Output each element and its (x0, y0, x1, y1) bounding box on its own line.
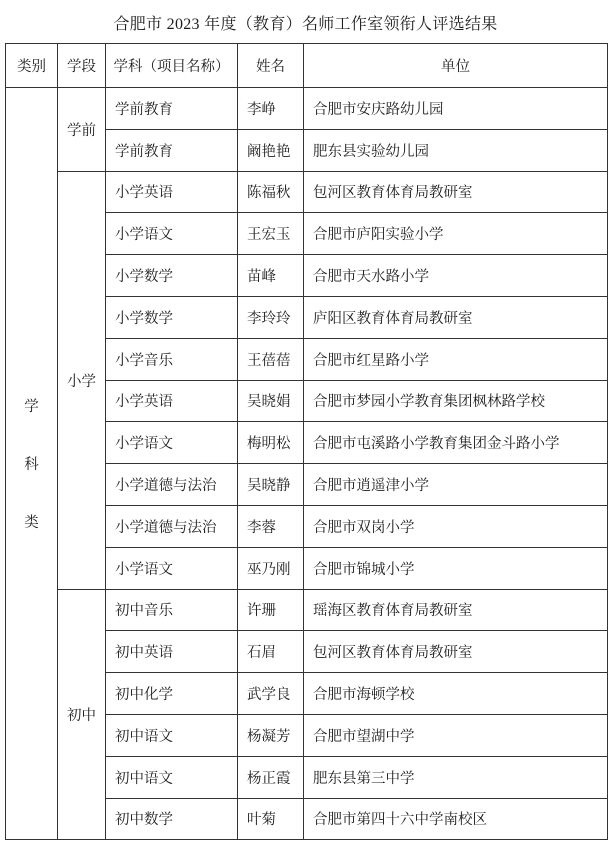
subject-cell: 小学英语 (106, 380, 238, 422)
subject-cell: 小学道德与法治 (106, 464, 238, 506)
header-cell-stage: 学段 (58, 44, 106, 88)
subject-cell: 初中化学 (106, 673, 238, 715)
header-row (6, 44, 608, 88)
subject-cell: 小学英语 (106, 171, 238, 213)
table-row (6, 171, 608, 213)
subject-cell: 小学道德与法治 (106, 505, 238, 547)
stage-cell: 学前 (58, 88, 106, 172)
name-cell: 阚艳艳 (238, 129, 304, 171)
results-table-header (6, 44, 608, 88)
name-cell: 李玲玲 (238, 296, 304, 338)
name-cell: 陈福秋 (238, 171, 304, 213)
unit-cell: 合肥市天水路小学 (304, 255, 608, 297)
stage-cell: 小学 (58, 171, 106, 589)
name-cell: 叶菊 (238, 798, 304, 840)
category-vertical-label: 学 科 类 (24, 399, 39, 532)
unit-cell: 合肥市锦城小学 (304, 547, 608, 589)
unit-cell: 合肥市庐阳实验小学 (304, 213, 608, 255)
unit-cell: 合肥市梦园小学教育集团枫林路学校 (304, 380, 608, 422)
unit-cell: 合肥市第四十六中学南校区 (304, 798, 608, 840)
subject-cell: 小学语文 (106, 213, 238, 255)
unit-cell: 庐阳区教育体育局教研室 (304, 296, 608, 338)
name-cell: 梅明松 (238, 422, 304, 464)
header-cell-name: 姓名 (238, 44, 304, 88)
name-cell: 石眉 (238, 631, 304, 673)
name-cell: 杨正霞 (238, 756, 304, 798)
subject-cell: 初中英语 (106, 631, 238, 673)
results-table-body (6, 88, 608, 840)
unit-cell: 包河区教育体育局教研室 (304, 171, 608, 213)
name-cell: 王蓓蓓 (238, 338, 304, 380)
unit-cell: 合肥市屯溪路小学教育集团金斗路小学 (304, 422, 608, 464)
name-cell: 王宏玉 (238, 213, 304, 255)
subject-cell: 初中语文 (106, 756, 238, 798)
subject-cell: 小学语文 (106, 547, 238, 589)
name-cell: 李蓉 (238, 505, 304, 547)
unit-cell: 肥东县第三中学 (304, 756, 608, 798)
category-cell (6, 88, 58, 840)
unit-cell: 合肥市逍遥津小学 (304, 464, 608, 506)
header-cell-subject: 学科（项目名称） (106, 44, 238, 88)
unit-cell: 包河区教育体育局教研室 (304, 631, 608, 673)
unit-cell: 肥东县实验幼儿园 (304, 129, 608, 171)
subject-cell: 学前教育 (106, 129, 238, 171)
subject-cell: 小学数学 (106, 255, 238, 297)
name-cell: 吴晓静 (238, 464, 304, 506)
unit-cell: 合肥市海顿学校 (304, 673, 608, 715)
name-cell: 许珊 (238, 589, 304, 631)
name-cell: 杨凝芳 (238, 714, 304, 756)
subject-cell: 小学数学 (106, 296, 238, 338)
unit-cell: 合肥市双岗小学 (304, 505, 608, 547)
name-cell: 巫乃刚 (238, 547, 304, 589)
header-cell-unit: 单位 (304, 44, 608, 88)
table-row (6, 88, 608, 130)
page-title: 合肥市 2023 年度（教育）名师工作室领衔人评选结果 (113, 16, 498, 33)
unit-cell: 合肥市安庆路幼儿园 (304, 88, 608, 130)
results-table (5, 43, 608, 840)
stage-cell: 初中 (58, 589, 106, 840)
subject-cell: 小学音乐 (106, 338, 238, 380)
subject-cell: 初中音乐 (106, 589, 238, 631)
name-cell: 苗峰 (238, 255, 304, 297)
unit-cell: 瑶海区教育体育局教研室 (304, 589, 608, 631)
name-cell: 李峥 (238, 88, 304, 130)
name-cell: 吴晓娟 (238, 380, 304, 422)
name-cell: 武学良 (238, 673, 304, 715)
subject-cell: 初中语文 (106, 714, 238, 756)
table-row (6, 589, 608, 631)
subject-cell: 学前教育 (106, 88, 238, 130)
unit-cell: 合肥市红星路小学 (304, 338, 608, 380)
header-cell-category: 类别 (6, 44, 58, 88)
subject-cell: 初中数学 (106, 798, 238, 840)
subject-cell: 小学语文 (106, 422, 238, 464)
unit-cell: 合肥市望湖中学 (304, 714, 608, 756)
